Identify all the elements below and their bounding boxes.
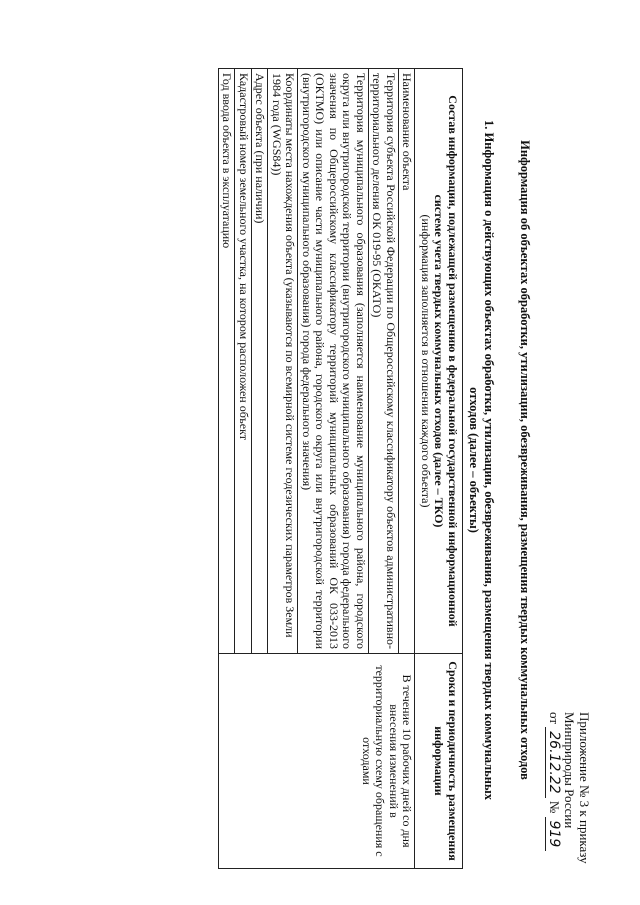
appendix-line-3 bbox=[546, 712, 562, 902]
appendix-line-2: Минприроды России bbox=[562, 712, 577, 829]
information-table bbox=[218, 68, 463, 869]
row-subject-territory: Территория субъекта Российской Федерации по Общероссийскому классификатору объектов административно-территориального деления ОК 019-95 (ОКАТО) bbox=[369, 69, 399, 654]
header-period: Сроки и периодичность размещения информации bbox=[415, 654, 463, 869]
document-title: Информация об объектах обработки, утилизации, обезвреживания, размещения твердых коммунальных отходов bbox=[518, 140, 532, 780]
row-object-name: Наименование объекта bbox=[399, 69, 416, 654]
appendix-block bbox=[546, 712, 592, 902]
row-municipal-territory: Территория муниципального образования (заполняется наименование муниципального района, городского округа или внутригородской территории (внутригородского муниципального образования) города федерального значения по Общероссийскому классификатору территорий муниципальных образований ОК 033-2013 (ОКТМО) или описание части муниципального района, городского округа или внутригородской территории (внутригородского муниципального образования) города федерального значения) bbox=[298, 69, 369, 654]
appendix-number: 919 bbox=[545, 817, 562, 852]
row-cadastral-number: Кадастровый номер земельного участка, на котором расположен объект bbox=[235, 69, 252, 654]
header-composition bbox=[415, 69, 463, 654]
header-composition-subtitle: (информация заполняется в отношении каждого объекта) bbox=[419, 214, 433, 508]
row-commissioning-year: Год ввода объекта в эксплуатацию bbox=[219, 69, 236, 654]
period-cell: В течение 10 рабочих дней со дня внесения изменений в территориальную схему обращения с отходами bbox=[219, 654, 416, 869]
header-composition-title: Состав информации, подлежащей размещению в федеральной государственной информационной системе учета твердых коммунальных отходов (далее – ТКО) bbox=[432, 95, 460, 627]
row-coordinates: Координаты места нахождения объекта (указываются по всемирной системе геодезических параметров Земли 1984 года (WGS84)) bbox=[268, 69, 298, 654]
section-title: 1. Информация о действующих объектах обработки, утилизации, обезвреживания, размещения твердых коммунальных отходов (далее – объекты) bbox=[467, 120, 496, 800]
table-header-row bbox=[415, 69, 463, 869]
appendix-date-prefix: от bbox=[547, 712, 562, 725]
table-row bbox=[399, 69, 416, 869]
appendix-number-sign: № bbox=[547, 800, 562, 814]
row-address: Адрес объекта (при наличии) bbox=[252, 69, 269, 654]
appendix-line-1: Приложение № 3 к приказу bbox=[577, 712, 592, 864]
appendix-date: 26.12.22 bbox=[545, 727, 562, 797]
